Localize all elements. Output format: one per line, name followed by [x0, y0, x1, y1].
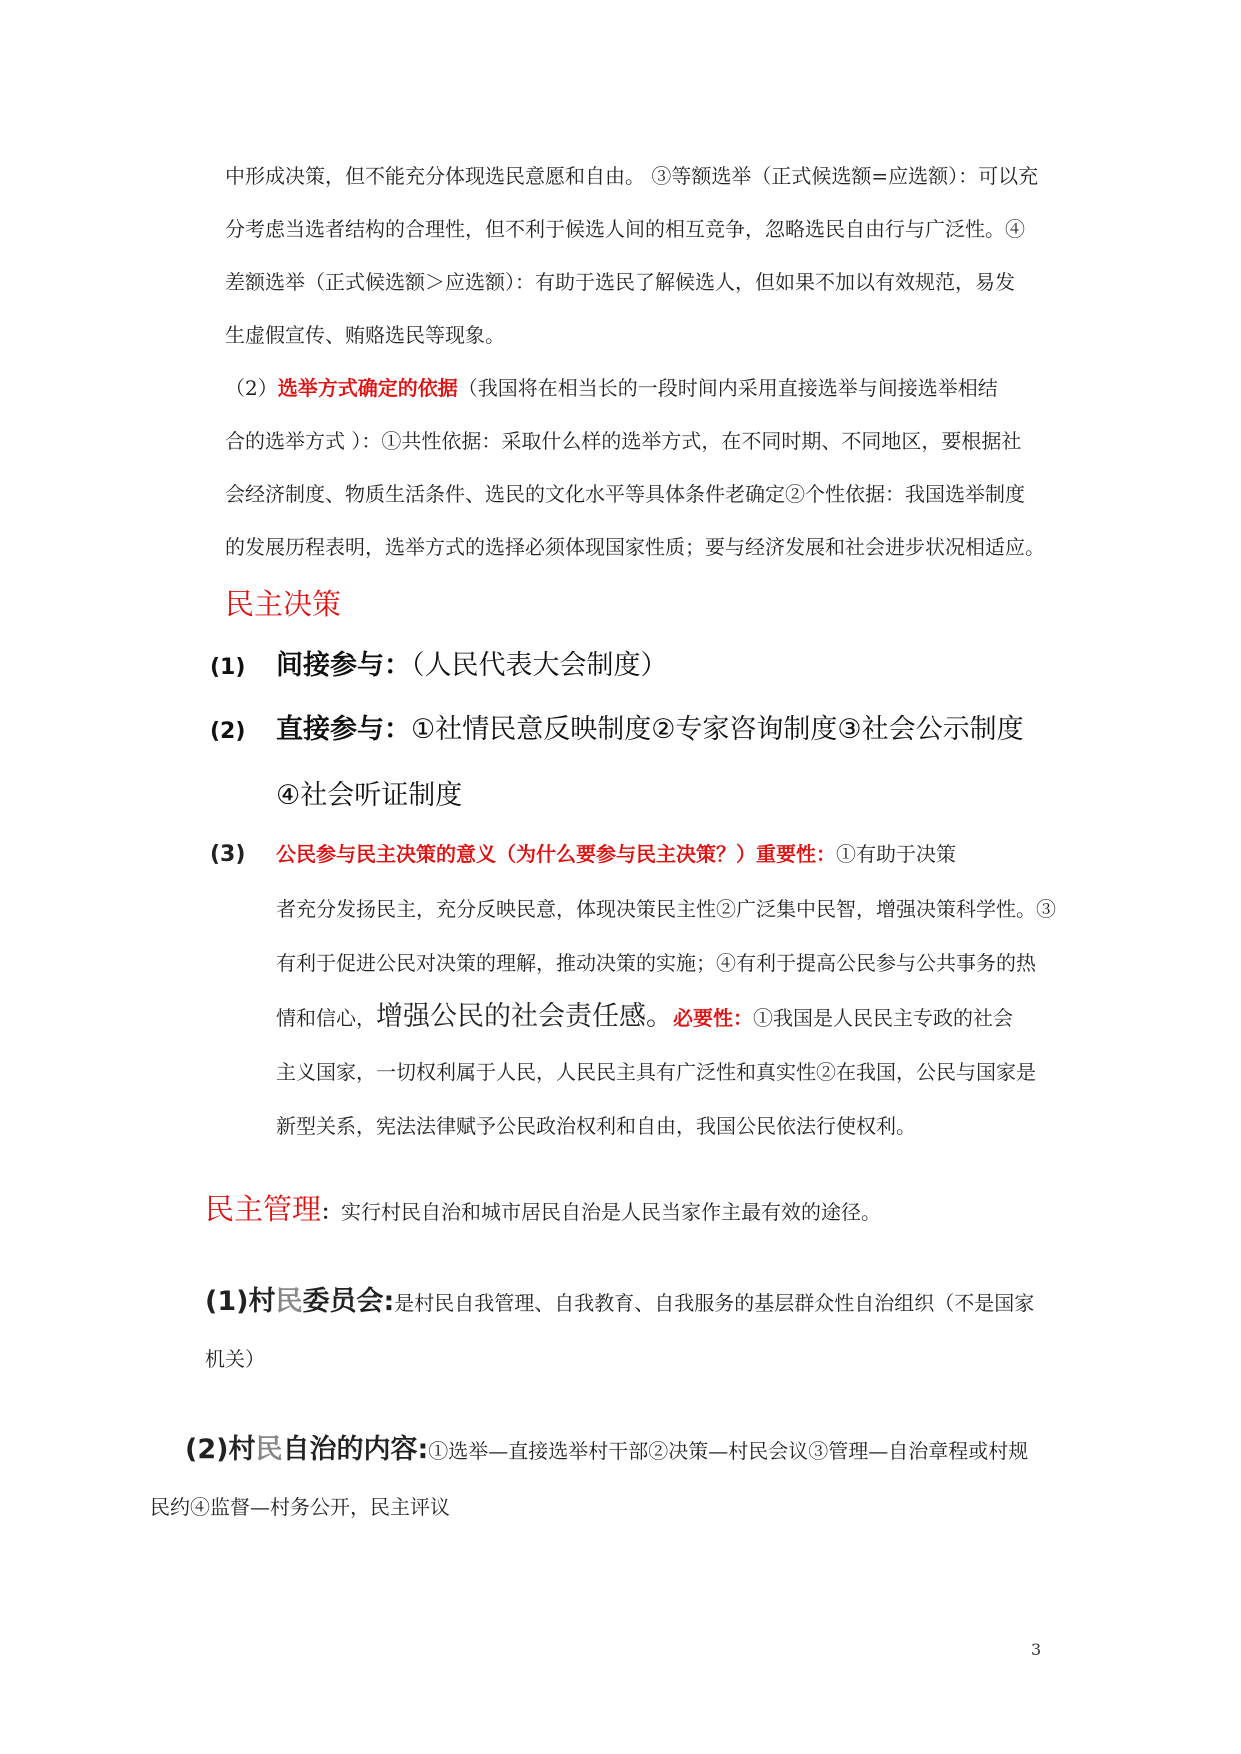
text-line: 的发展历程表明，选举方式的选择必须体现国家性质；要与经济发展和社会进步状况相适应。 — [225, 535, 1045, 559]
page-number: 3 — [1031, 1640, 1042, 1659]
text-span-large: 增强公民的社会责任感。 — [376, 1001, 673, 1032]
section-subtitle: 选举方式确定的依据 — [277, 376, 458, 400]
list-number: (3) — [210, 842, 246, 867]
text-line: 中形成决策，但不能充分体现选民意愿和自由。 ③等额选举（正式候选额=应选额）：可以充 — [225, 164, 1039, 188]
paragraph-election-basis — [225, 362, 1045, 574]
list-item-indirect — [210, 634, 668, 700]
text-span: 情和信心， — [276, 1006, 376, 1030]
list-item-direct — [210, 698, 1024, 828]
label-part: (1)村 — [205, 1286, 276, 1317]
text-line: 合的选举方式 ）：①共性依据：采取什么样的选举方式，在不同时期、不同地区，要根据社 — [225, 429, 1022, 453]
label-part: 委员会: — [302, 1286, 395, 1317]
text-line: 机关） — [205, 1347, 265, 1371]
text-span: ①我国是人民民主专政的社会 — [753, 1006, 1013, 1030]
list-number: (1) — [210, 655, 246, 680]
item-text: ①社情民意反映制度②专家咨询制度③社会公示制度 — [411, 714, 1024, 745]
item-label — [185, 1434, 428, 1465]
list-number: (2) — [210, 719, 246, 744]
label-part: (2)村 — [185, 1434, 256, 1465]
item-text: （人民代表大会制度） — [411, 650, 668, 681]
heading-colon: ： — [321, 1200, 342, 1224]
section-heading-democratic-management: 民主管理 — [205, 1192, 322, 1226]
item-text-continued: ④社会听证制度 — [276, 780, 463, 811]
text-line: 者充分发扬民主，充分反映民意，体现决策民主性②广泛集中民智，增强决策科学性。③ — [276, 897, 1056, 921]
paragraph-election-types — [225, 150, 1038, 362]
text-line: 会经济制度、物质生活条件、选民的文化水平等具体条件老确定②个性依据：我国选举制度 — [225, 482, 1025, 506]
item-label: 直接参与： — [276, 714, 411, 745]
label-part-gray: 民 — [255, 1434, 283, 1465]
section-text: 实行村民自治和城市居民自治是人民当家作主最有效的途径。 — [341, 1200, 882, 1224]
label-part: 自治的内容: — [282, 1434, 429, 1465]
item-text: ①选举—直接选举村干部②决策—村民会议③管理—自治章程或村规 — [428, 1439, 1029, 1463]
item-label — [205, 1286, 394, 1317]
text-line — [205, 1274, 1034, 1331]
item-text: 是村民自我管理、自我教育、自我服务的基层群众性自治组织（不是国家 — [394, 1291, 1035, 1315]
label-part-gray: 民 — [275, 1286, 303, 1317]
text-line — [225, 362, 1045, 415]
text-line: 生虚假宣传、贿赂选民等现象。 — [225, 323, 505, 347]
list-item-village-autonomy — [150, 1422, 1028, 1535]
text-line — [210, 990, 1056, 1045]
text-line: 分考虑当选者结构的合理性，但不利于候选人间的相互竞争，忽略选民自由行与广泛性。④ — [225, 217, 1025, 241]
text-line — [210, 827, 1056, 882]
item-label: 间接参与： — [276, 650, 411, 681]
list-item-village-committee — [205, 1274, 1034, 1387]
text-line: 差额选举（正式候选额＞应选额）：有助于选民了解候选人，但如果不加以有效规范，易发 — [225, 270, 1015, 294]
section-democratic-management — [205, 1183, 881, 1239]
item-subtitle: 必要性： — [673, 1006, 753, 1030]
list-item-significance — [210, 827, 1056, 1153]
text-span: ①有助于决策 — [836, 842, 956, 866]
text-line: 民约④监督—村务公开，民主评议 — [150, 1495, 450, 1519]
text-span: （我国将在相当长的一段时间内采用直接选举与间接选举相结 — [457, 376, 998, 400]
text-line — [150, 1422, 1028, 1479]
text-line: 有利于促进公民对决策的理解，推动决策的实施；④有利于提高公民参与公共事务的热 — [276, 951, 1036, 975]
text-line: 新型关系，宪法法律赋予公民政治权利和自由，我国公民依法行使权利。 — [276, 1114, 916, 1138]
item-title: 公民参与民主决策的意义（为什么要参与民主决策？）重要性： — [276, 842, 836, 866]
list-prefix: （2） — [225, 376, 278, 400]
section-heading-democratic-decision: 民主决策 — [225, 587, 342, 621]
text-line: 主义国家，一切权利属于人民，人民民主具有广泛性和真实性②在我国，公民与国家是 — [276, 1060, 1036, 1084]
